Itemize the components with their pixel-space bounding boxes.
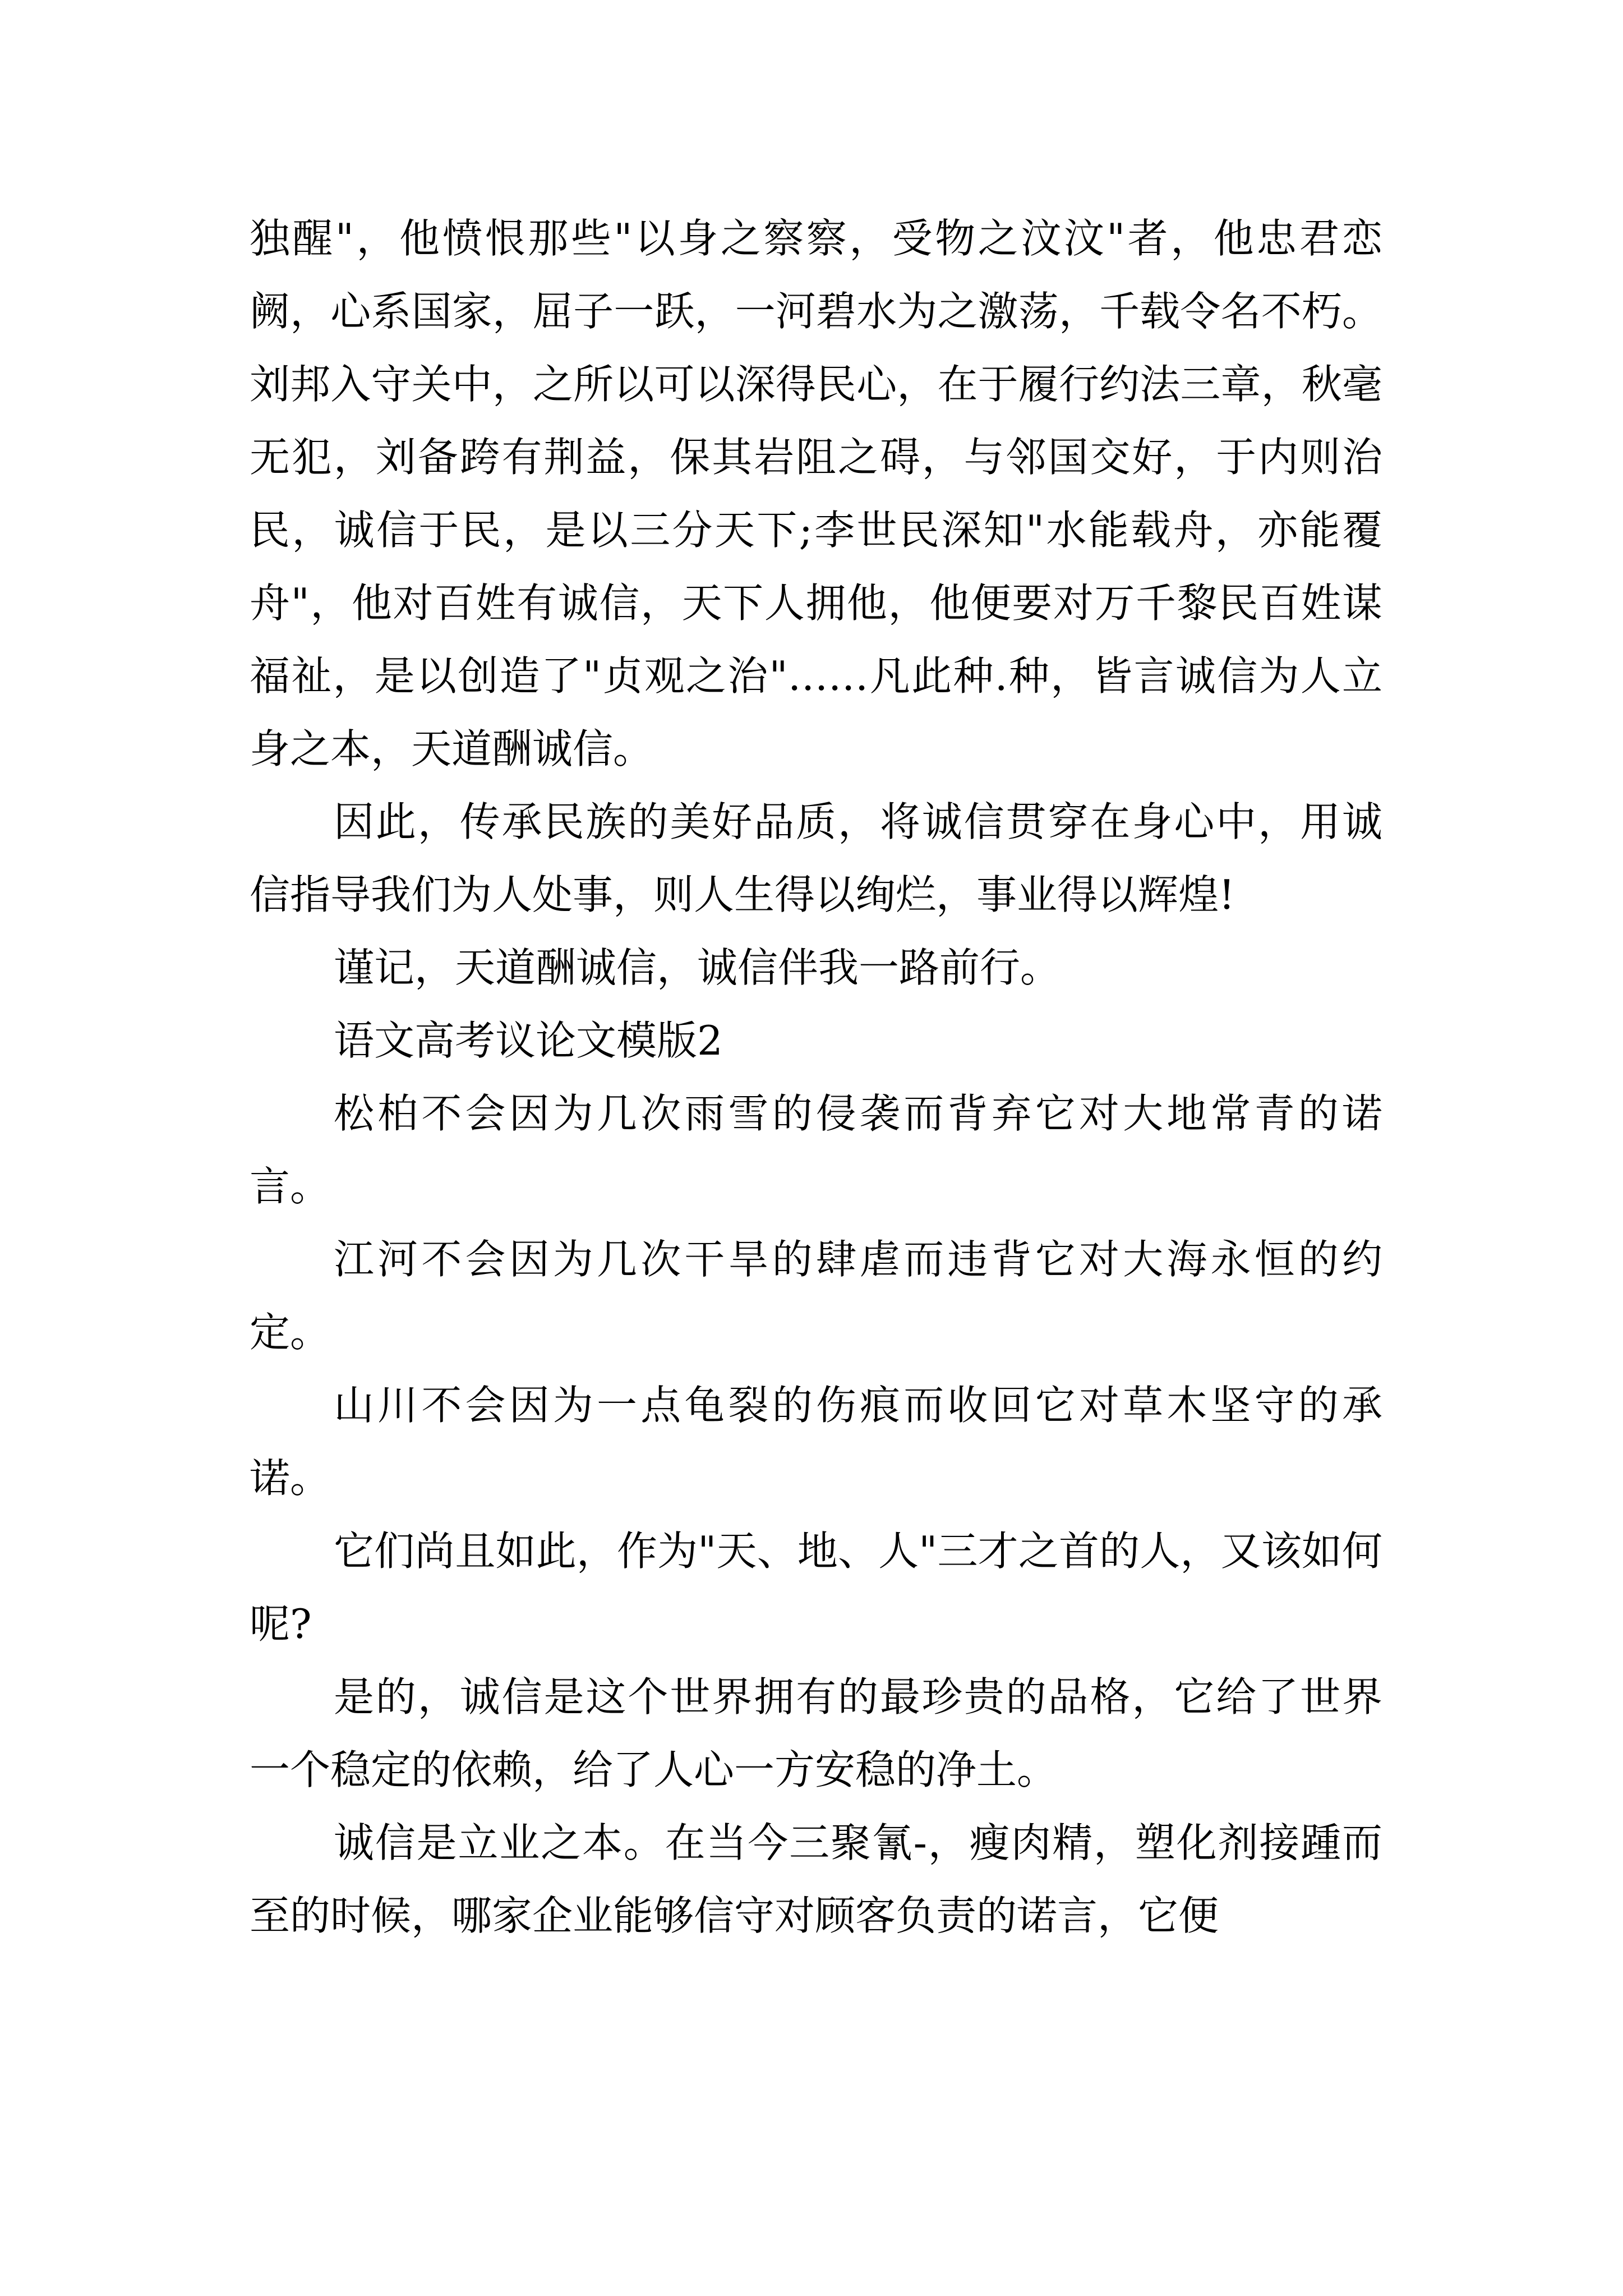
paragraph-9: 是的，诚信是这个世界拥有的最珍贵的品格，它给了世界一个稳定的依赖，给了人心一方安稳的净土。 xyxy=(250,1673,1382,1793)
paragraph-10: 诚信是立业之本。在当今三聚氰-，瘦肉精，塑化剂接踵而至的时候，哪家企业能够信守对顾客负责的诺言，它便 xyxy=(250,1819,1382,1939)
paragraph-7: 山川不会因为一点龟裂的伤痕而收回它对草木坚守的承诺。 xyxy=(250,1382,1382,1502)
body-text xyxy=(250,202,1382,1952)
paragraph-8: 它们尚且如此，作为"天、地、人"三才之首的人，又该如何呢? xyxy=(250,1527,1382,1648)
paragraph-1: 独醒"，他愤恨那些"以身之察察，受物之汶汶"者，他忠君恋阙，心系国家，屈子一跃，一河碧水为之激荡，千载令名不朽。刘邦入守关中，之所以可以深得民心，在于履行约法三章，秋毫无犯，刘备跨有荆益，保其岩阻之碍，与邻国交好，于内则治民，诚信于民，是以三分天下;李世民深知"水能载舟，亦能覆舟"，他对百姓有诚信，天下人拥他，他便要对万千黎民百姓谋福祉，是以创造了"贞观之治"……凡此种.种，皆言诚信为人立身之本，天道酬诚信。 xyxy=(250,215,1382,772)
section-heading: 语文高考议论文模版2 xyxy=(334,1017,723,1064)
paragraph-2: 因此，传承民族的美好品质，将诚信贯穿在身心中，用诚信指导我们为人处事，则人生得以绚烂，事业得以辉煌! xyxy=(250,798,1382,918)
paragraph-5: 松柏不会因为几次雨雪的侵袭而背弃它对大地常青的诺言。 xyxy=(250,1090,1382,1210)
paragraph-6: 江河不会因为几次干旱的肆虐而违背它对大海永恒的约定。 xyxy=(250,1236,1382,1356)
paragraph-3: 谨记，天道酬诚信，诚信伴我一路前行。 xyxy=(334,944,1061,991)
